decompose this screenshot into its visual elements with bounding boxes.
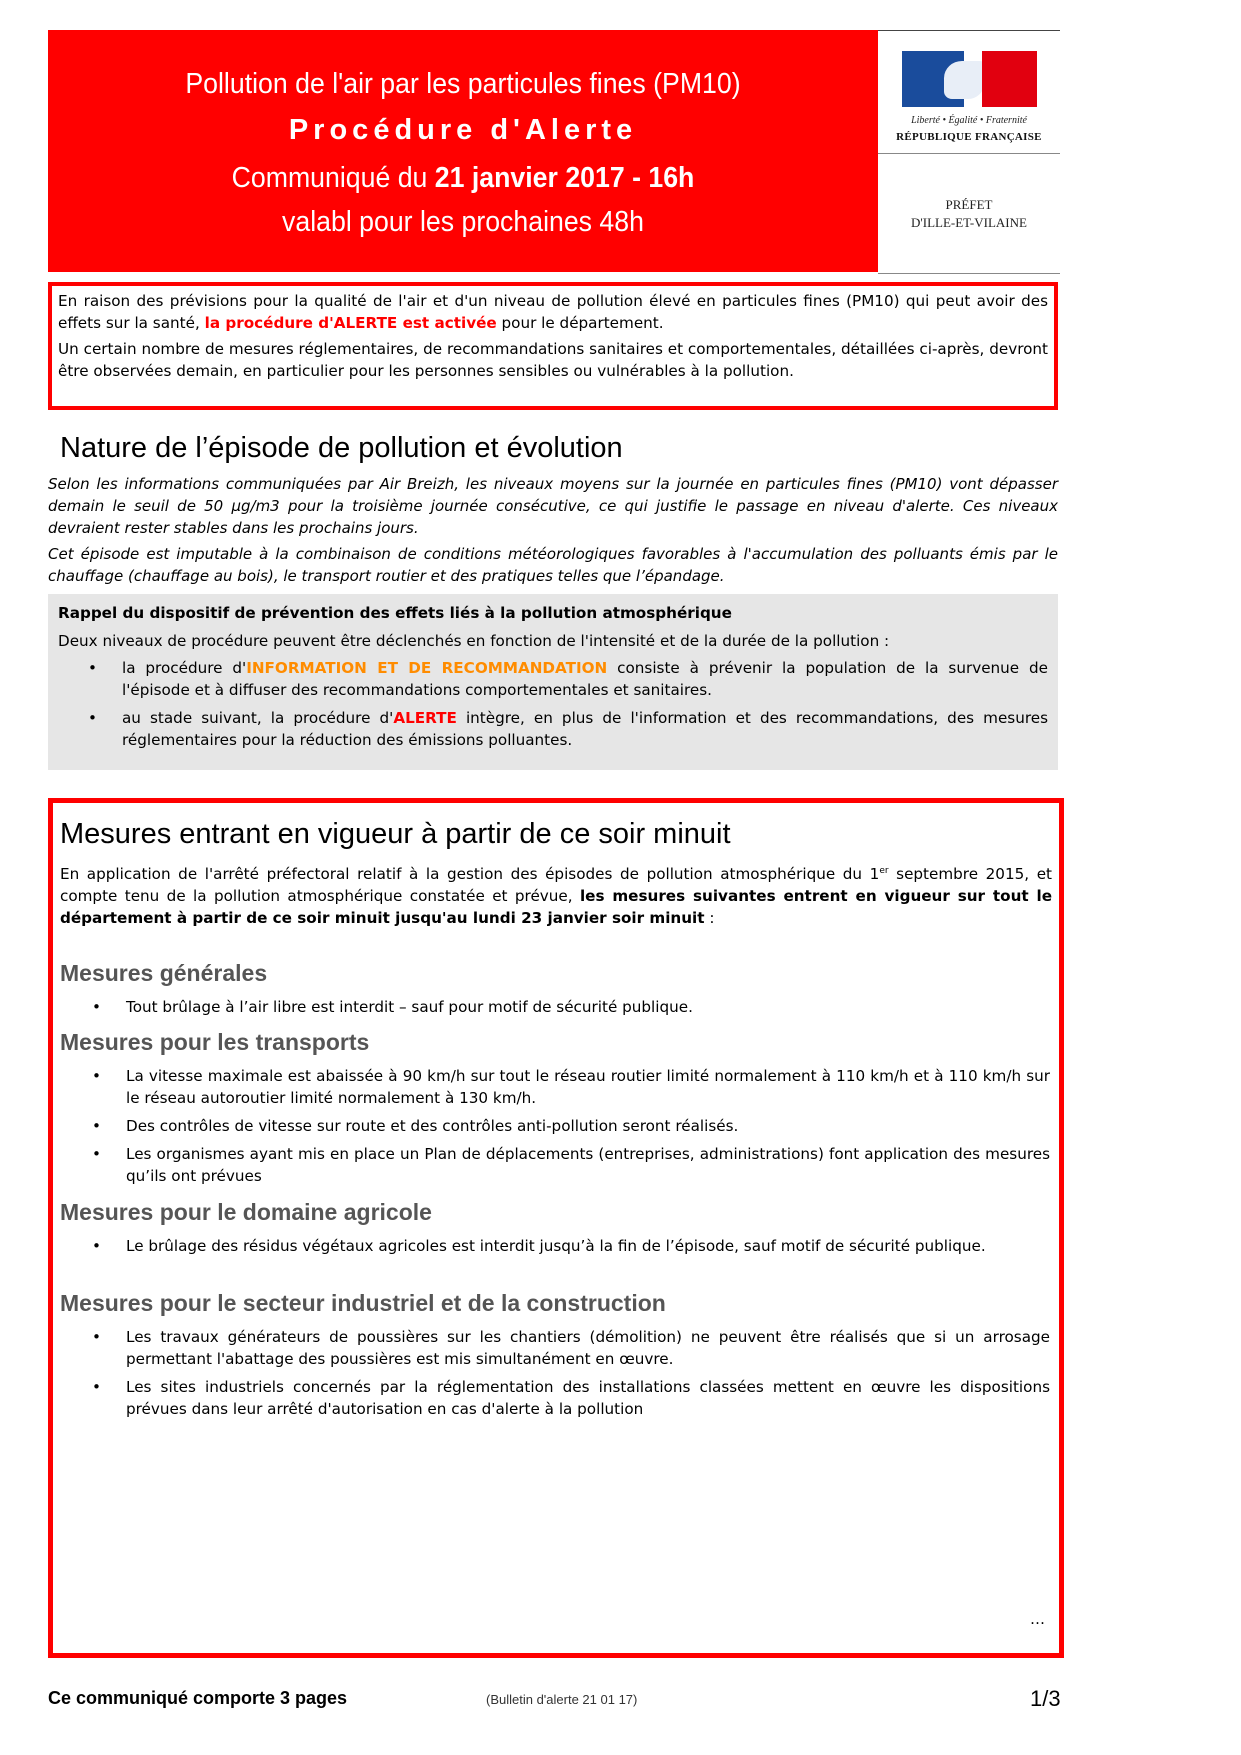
bullet-icon: • <box>92 1378 101 1396</box>
nature-paragraph-1: Selon les informations communiquées par Air Breizh, les niveaux moyens sur la journée en particules fines (PM10) vont dépasser demain le seuil de 50 µg/m3 pour la troisième journée consécutive, ce qui justifie le passage en niveau d'alerte. Ces niveaux devraient rester stables dans les prochains jours. <box>48 475 1058 537</box>
alert-activated-highlight: la procédure d'ALERTE est activée <box>204 314 497 332</box>
intro-text: En raison des prévisions pour la qualité de l'air et d'un niveau de pollution élevé en particules fines (PM10) qui peut avoir des effets sur la santé, <box>58 292 1048 332</box>
mesures-agricole-title: Mesures pour le domaine agricole <box>60 1199 432 1225</box>
bullet-text: la procédure d' <box>122 659 247 677</box>
list-item-text: Les travaux générateurs de poussières sur les chantiers (démolition) ne peuvent être réalisés que si un arrosage permettant l'abattage des poussières est mis simultanément en œuvre. <box>126 1328 1050 1368</box>
bullet-icon: • <box>88 659 97 677</box>
mesures-period-bold: les mesures suivantes entrent en vigueur sur tout le département à partir de ce soir minuit jusqu'au lundi 23 janvier soir minuit <box>60 887 1052 928</box>
list-item <box>60 1235 1050 1257</box>
nature-section-title: Nature de l’épisode de pollution et évolution <box>60 432 623 464</box>
rappel-title: Rappel du dispositif de prévention des effets liés à la pollution atmosphérique <box>58 604 732 622</box>
prefet-line-1: PRÉFET <box>945 197 993 212</box>
list-item <box>60 996 1050 1018</box>
list-item-text: Les organismes ayant mis en place un Plan de déplacements (entreprises, administrations) font application des mesures qu’ils ont prévues <box>126 1145 1050 1185</box>
list-item <box>60 1143 1050 1187</box>
prefecture-logo-block <box>878 30 1060 274</box>
bullet-icon: • <box>92 998 101 1016</box>
mesures-generales-title: Mesures générales <box>60 960 268 986</box>
mesures-section-title: Mesures entrant en vigueur à partir de ce soir minuit <box>60 818 731 850</box>
mesures-intro-text: En application de l'arrêté préfectoral relatif à la gestion des épisodes de pollution atmosphérique du 1 <box>60 865 880 884</box>
republique-logo <box>878 31 1060 154</box>
footer-pages-note: Ce communiqué comporte 3 pages <box>48 1688 348 1708</box>
nature-description <box>48 473 1058 591</box>
mesures-transports-list <box>60 1065 1050 1193</box>
marianne-profile-icon <box>944 61 984 99</box>
nature-paragraph-2: Cet épisode est imputable à la combinaison de conditions météorologiques favorables à l'accumulation des polluants émis par le chauffage (chauffage au bois), le transport routier et des pratiques telles que l’épandage. <box>48 545 1058 585</box>
mesures-generales-list <box>60 996 1050 1024</box>
bullet-icon: • <box>92 1237 101 1255</box>
devise-text: Liberté • Égalité • Fraternité <box>911 115 1027 126</box>
bullet-icon: • <box>92 1067 101 1085</box>
list-item-text: Des contrôles de vitesse sur route et des contrôles anti-pollution seront réalisés. <box>126 1117 739 1135</box>
prefet-line-2: D'ILLE-ET-VILAINE <box>911 215 1027 230</box>
prefet-text <box>878 196 1060 232</box>
rappel-dispositif-box <box>48 594 1058 770</box>
header-procedure: Procédure d'Alerte <box>288 114 638 146</box>
list-item-text: La vitesse maximale est abaissée à 90 km/h sur tout le réseau routier limité normalement à 110 km/h et à 110 km/h sur le réseau autoroutier limité normalement à 130 km/h. <box>126 1067 1050 1107</box>
mesures-intro-text: : <box>704 909 715 928</box>
list-item <box>60 1326 1050 1370</box>
intro-paragraph-1 <box>58 290 1048 334</box>
bullet-text: consiste à prévenir la population de la survenue de l'épisode et à diffuser des recommandations comportementales et sanitaires. <box>122 659 1049 699</box>
list-item <box>60 1065 1050 1109</box>
bullet-text: au stade suivant, la procédure d' <box>122 709 394 727</box>
mesures-intro <box>60 860 1052 929</box>
intro-text: pour le département. <box>496 314 664 332</box>
list-item-text: Les sites industriels concernés par la réglementation des installations classées mettent en œuvre les dispositions prévues dans leur arrêté d'autorisation en cas d'alerte à la pollution <box>126 1378 1050 1418</box>
bullet-text: intègre, en plus de l'information et des recommandations, des mesures réglementaires pour la réduction des émissions polluantes. <box>122 709 1048 749</box>
header-date-value: 21 janvier 2017 - 16h <box>434 162 695 194</box>
bullet-icon: • <box>92 1145 101 1163</box>
intro-alert-box <box>48 282 1058 410</box>
rappel-bullet-information <box>58 657 1048 701</box>
list-item <box>60 1376 1050 1420</box>
header-title: Pollution de l'air par les particules fines (PM10) <box>185 68 741 100</box>
list-item-text: Tout brûlage à l’air libre est interdit – sauf pour motif de sécurité publique. <box>126 998 693 1016</box>
list-item-text: Le brûlage des résidus végétaux agricoles est interdit jusqu’à la fin de l’épisode, sauf motif de sécurité publique. <box>126 1237 986 1255</box>
mesures-industriel-list <box>60 1326 1050 1426</box>
footer-page-number: 1/3 <box>1030 1686 1061 1711</box>
republique-text: RÉPUBLIQUE FRANÇAISE <box>896 131 1042 143</box>
rappel-intro: Deux niveaux de procédure peuvent être déclenchés en fonction de l'intensité et de la durée de la pollution : <box>58 632 890 650</box>
mesures-intro-text: septembre 2015, et compte tenu de la pollution atmosphérique constatée et prévue, <box>60 865 1052 906</box>
mesures-agricole-list <box>60 1235 1050 1263</box>
header-date-prefix: Communiqué du <box>231 162 435 194</box>
rappel-bullet-alerte <box>58 707 1048 751</box>
flag-red <box>982 51 1037 107</box>
list-item <box>60 1115 1050 1137</box>
bullet-icon: • <box>92 1117 101 1135</box>
mesures-industriel-title: Mesures pour le secteur industriel et de la construction <box>60 1290 666 1316</box>
marianne-logo-icon <box>902 51 1037 107</box>
continuation-ellipsis: … <box>1030 1610 1045 1628</box>
bullet-icon: • <box>88 709 97 727</box>
header-banner <box>48 30 878 272</box>
alerte-level-highlight: ALERTE <box>393 709 457 727</box>
bullet-icon: • <box>92 1328 101 1346</box>
intro-paragraph-2: Un certain nombre de mesures réglementaires, de recommandations sanitaires et comportementales, détaillées ci-après, devront être observées demain, en particulier pour les personnes sensibles ou vulnérables à la pollution. <box>58 340 1048 380</box>
mesures-transports-title: Mesures pour les transports <box>60 1029 370 1055</box>
information-level-highlight: INFORMATION ET DE RECOMMANDATION <box>246 659 608 677</box>
header-date <box>81 162 845 195</box>
superscript: er <box>879 866 889 876</box>
header-validity: valabl pour les prochaines 48h <box>282 206 644 238</box>
footer-bulletin-ref: (Bulletin d'alerte 21 01 17) <box>486 1692 638 1707</box>
